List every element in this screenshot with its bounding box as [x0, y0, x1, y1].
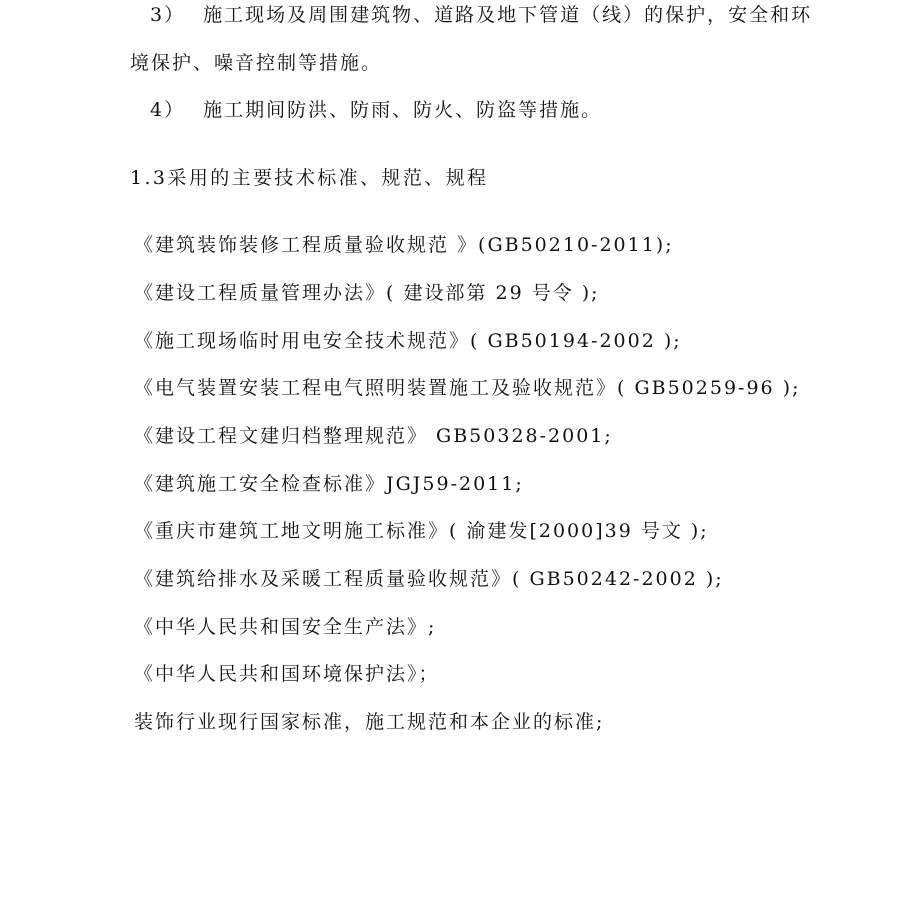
item-4-line [150, 97, 602, 123]
item-3-line-1 [150, 2, 812, 28]
standard-item-11: 装饰行业现行国家标准，施工规范和本企业的标准; [134, 711, 605, 733]
standard-item-10: 《中华人民共和国环境保护法》； [134, 663, 440, 685]
standard-item-6: 《建筑施工安全检查标准》JGJ59-2011; [134, 473, 524, 495]
standard-item-8: 《建筑给排水及采暖工程质量验收规范》( GB50242-2002 ); [134, 568, 724, 590]
item-4-text: 施工期间防洪、防雨、防火、防盗等措施。 [203, 99, 603, 121]
section-heading: 1.3采用的主要技术标准、规范、规程 [130, 167, 489, 189]
standard-item-4: 《电气装置安装工程电气照明装置施工及验收规范》( GB50259-96 ); [134, 377, 801, 399]
standard-item-3: 《施工现场临时用电安全技术规范》( GB50194-2002 ); [134, 330, 682, 352]
item-4-number: 4） [150, 99, 186, 121]
standard-item-9: 《中华人民共和国安全生产法》; [134, 616, 437, 638]
standard-item-5: 《建设工程文建归档整理规范》 GB50328-2001; [134, 425, 613, 447]
standard-item-7: 《重庆市建筑工地文明施工标准》( 渝建发[2000]39 号文 ); [134, 520, 709, 542]
item-3-number: 3） [150, 4, 186, 26]
standard-item-2: 《建设工程质量管理办法》( 建设部第 29 号令 ); [134, 282, 600, 304]
item-3-text-line-1: 施工现场及周围建筑物、道路及地下管道（线）的保护，安全和环 [203, 4, 813, 26]
standard-item-1: 《建筑装饰装修工程质量验收规范 》(GB50210-2011); [134, 234, 674, 256]
item-3-line-2: 境保护、噪音控制等措施。 [130, 52, 383, 74]
